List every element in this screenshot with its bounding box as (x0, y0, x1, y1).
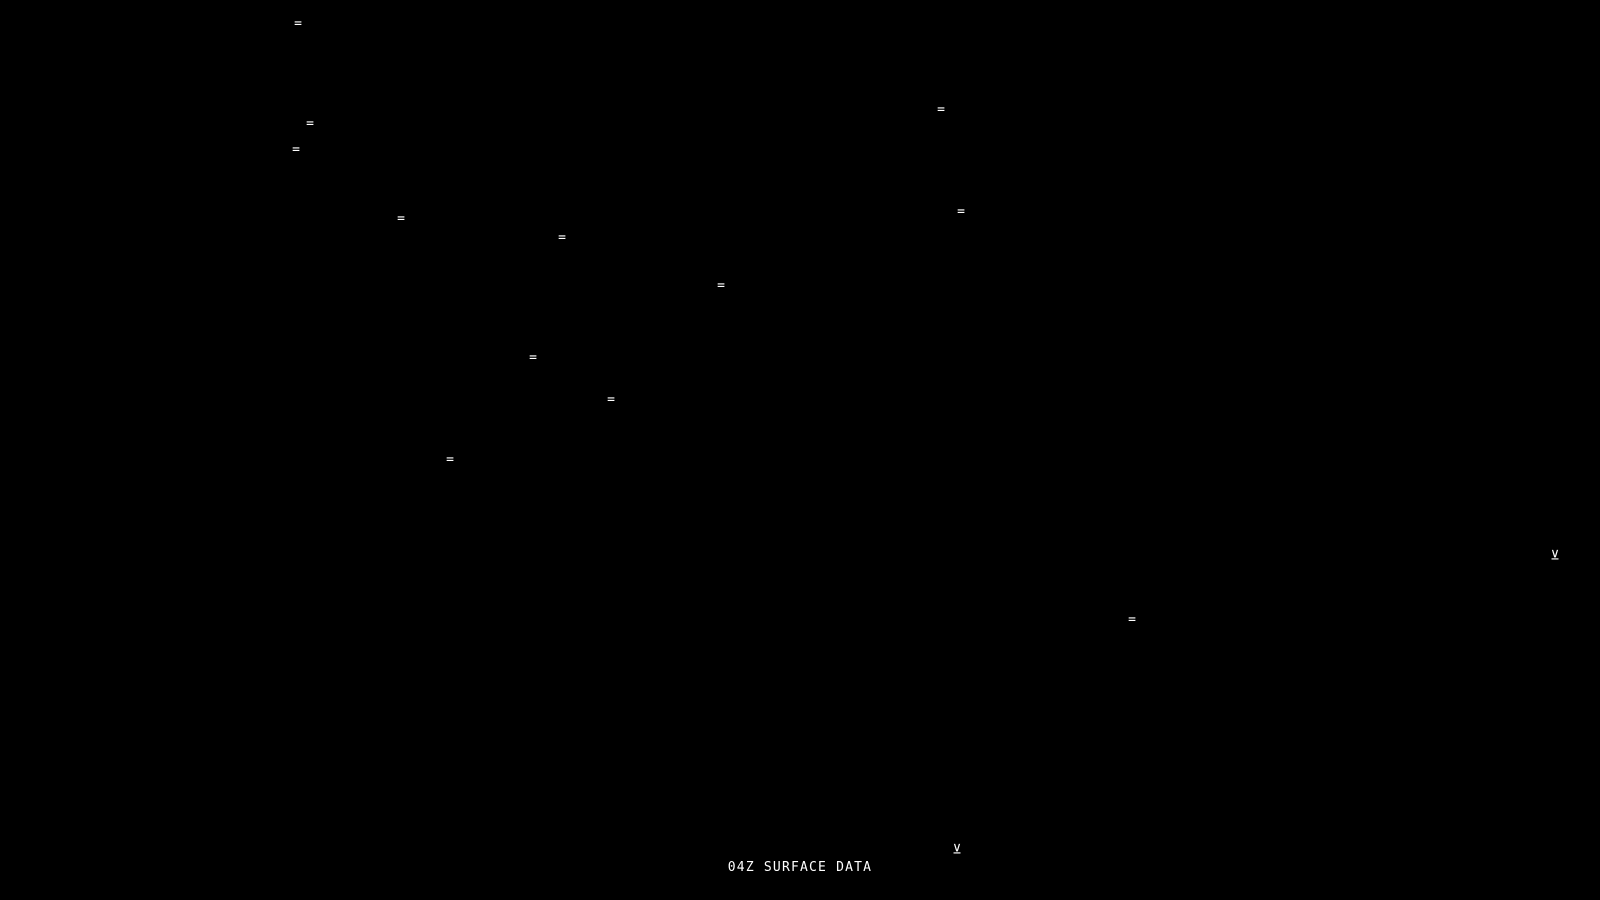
station-mark-1: = (294, 16, 302, 32)
station-mark-3: = (306, 116, 314, 132)
station-mark-11: = (446, 452, 454, 468)
station-mark-7: = (558, 230, 566, 246)
station-mark-9: = (529, 350, 537, 366)
station-mark-4: = (292, 142, 300, 158)
map-title-caption: 04Z SURFACE DATA (727, 860, 873, 875)
station-mark-12: ⊻ (1550, 548, 1560, 564)
station-mark-6: = (957, 204, 965, 220)
station-mark-13: = (1128, 612, 1136, 628)
station-mark-10: = (607, 392, 615, 408)
station-mark-14: ⊻ (952, 842, 962, 858)
station-mark-5: = (397, 211, 405, 227)
station-mark-2: = (937, 102, 945, 118)
station-mark-8: = (717, 278, 725, 294)
